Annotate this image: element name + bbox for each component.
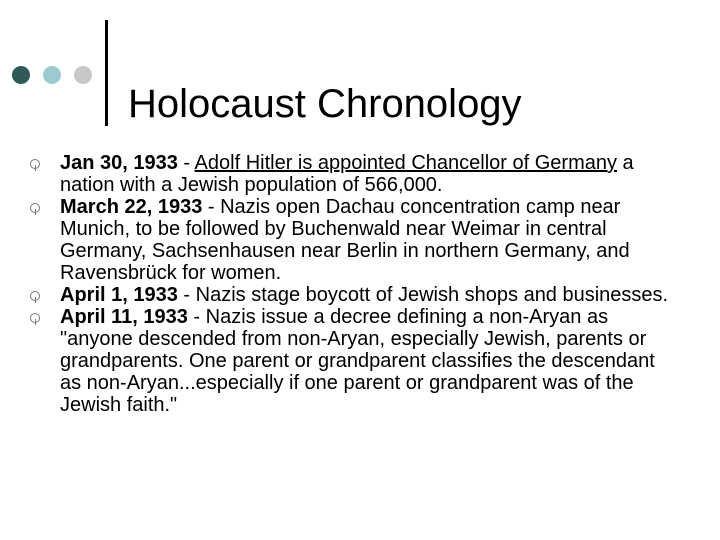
bullet-marker-icon	[30, 313, 40, 323]
dot-light-teal	[43, 66, 61, 84]
bullet-item	[30, 152, 680, 196]
bullet-text: Nazis open Dachau concentration camp near Munich, to be followed by Buchenwald near Weimar in central Germany, Sachsenhausen near Berlin in northern Germany, and Ravensbrück for women.	[60, 196, 630, 284]
bullet-item	[30, 196, 680, 284]
bullet-text: Nazis issue a decree defining a non-Aryan as "anyone descended from non-Aryan, especially Jewish, parents or grandparents. One parent or grandparent classifies the descendant as non-Aryan...especially if one parent or grandparent was of the Jewish faith."	[60, 306, 655, 416]
dot-dark-teal	[12, 66, 30, 84]
bullet-list	[30, 152, 680, 416]
bullet-marker-icon	[30, 203, 40, 213]
bullet-separator: -	[177, 284, 196, 306]
chancellor-link[interactable]: Adolf Hitler is appointed Chancellor of Germany	[194, 152, 617, 174]
title-divider	[105, 20, 108, 126]
bullet-separator: -	[187, 306, 206, 328]
bullet-date: April 11, 1933	[60, 306, 188, 328]
bullet-marker-icon	[30, 159, 40, 169]
bullet-text: Nazis stage boycott of Jewish shops and businesses.	[195, 284, 669, 306]
bullet-separator: -	[202, 196, 221, 218]
slide-title: Holocaust Chronology	[128, 81, 522, 126]
dot-gray	[74, 66, 92, 84]
bullet-item	[30, 306, 680, 416]
bullet-separator: -	[177, 152, 195, 174]
bullet-date: March 22, 1933	[60, 196, 203, 218]
bullet-text: a nation with a Jewish population of 566,000.	[60, 152, 634, 196]
bullet-marker-icon	[30, 291, 40, 301]
bullet-date: Jan 30, 1933	[60, 152, 178, 174]
bullet-date: April 1, 1933	[60, 284, 178, 306]
bullet-item	[30, 284, 680, 306]
